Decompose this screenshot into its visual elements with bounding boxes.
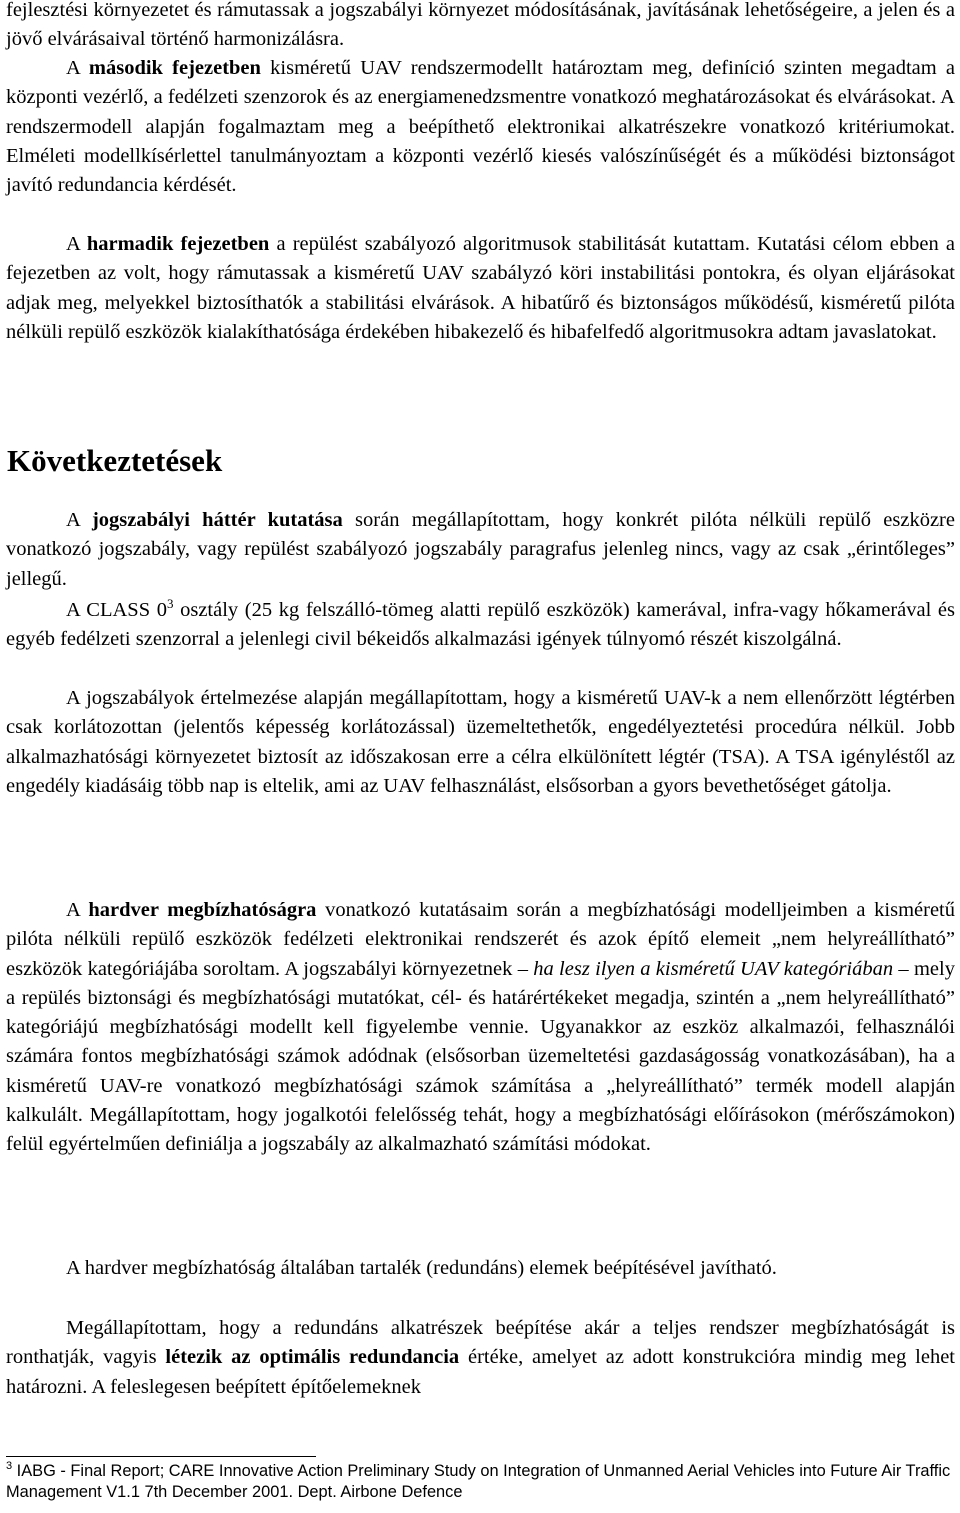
emphasis-legal-background: jogszabályi háttér kutatása	[91, 509, 343, 531]
paragraph-redundancy: A hardver megbízhatóság általában tartalék (redundáns) elemek beépítésével javítható.	[66, 1257, 777, 1279]
paragraph-intro-continuation: fejlesztési környezetet és rámutassak a jogszabályi környezet módosításának, javításának lehetőségeire, a jelen és a jövő elvárásaival történő harmonizálásra.	[6, 0, 955, 51]
paragraph-legal-background: A jogszabályi háttér kutatása során megállapítottam, hogy konkrét pilóta nélküli repülő eszközre vonatkozó jogszabály, vagy repülést szabályozó jogszabály paragrafus jelenleg nincs, vagy az csak „érintőleges” jellegű.	[6, 509, 955, 590]
emphasis-third-chapter: harmadik fejezetben	[86, 233, 270, 255]
paragraph-optimal-redundancy: Megállapítottam, hogy a redundáns alkatrészek beépítése akár a teljes rendszer megbízhatóságát is ronthatják, vagyis létezik az optimális redundancia értéke, amelyet az adott konstrukcióra mindig meg lehet határozni. A feleslegesen beépített építőelemeknek	[6, 1317, 955, 1398]
italic-uav-category: ha lesz ilyen a kisméretű UAV kategóriában	[533, 957, 894, 980]
paragraph-hardware-reliability: A hardver megbízhatóságra vonatkozó kutatásaim során a megbízhatósági modelljeimben a kisméretű pilóta nélküli repülő eszközök fedélzeti elektronikai rendszerét és azok építő elemeit „nem helyreállítható” eszközök kategóriájába soroltam. A jogszabályi környezetnek – ha lesz ilyen a kisméretű UAV kategóriában – mely a repülés biztonsági és megbízhatósági mutatókat, cél- és határértékeket megadja, szintén a „nem helyreállítható” kategóriájú megbízhatósági modellt kell figyelembe vennie. Ugyanakkor az eszköz alkalmazói, felhasználói számára fontos megbízhatósági számok adódnak (elsősorban üzemeltetési gazdaságosság vonatkozásában), ha a kisméretű UAV-re vonatkozó megbízhatósági számok számítása a „helyreállítható” termék modell alapján kalkulált. Megállapítottam, hogy jogalkotói felelősség tehát, hogy a megbízhatósági előírásokon (mérőszámokon) felül egyértelműen definiálja a jogszabály az alkalmazható számítási módokat.	[6, 899, 955, 1156]
footnote-number: 3	[6, 1460, 13, 1472]
footnote-separator	[6, 1456, 316, 1457]
paragraph-third-chapter: A harmadik fejezetben a repülést szabályozó algoritmusok stabilitását kutattam. Kutatási célom ebben a fejezetben az volt, hogy rámutassak a kisméretű UAV szabályzó köri instabilitási pontokra, és olyan eljárásokat adjak meg, melyekkel biztosíthatók a stabilitási elvárások. A hibatűrő és biztonságos működésű, kisméretű pilóta nélküli repülő eszközök kialakíthatósága érdekében hibakezelő és hibafelfedő algoritmusokra adtam javaslatokat.	[6, 233, 955, 343]
footnote-text: IABG - Final Report; CARE Innovative Action Preliminary Study on Integration of Unmanned Aerial Vehicles into Future Air Traffic Management V1.1 7th December 2001. Dept. Airbone Defence	[6, 1462, 951, 1501]
emphasis-optimal-redundancy: létezik az optimális redundancia	[165, 1346, 460, 1369]
paragraph-class-0: A CLASS $0^3$ osztály (25 kg felszálló-tömeg alatti repülő eszközök) kamerával, infra-vagy hőkamerával és egyéb fedélzeti szenzorral a jelenlegi civil békeidős alkalmazási igények túlnyomó részét kiszolgálná.	[6, 596, 955, 651]
footnote-reference: 3	[166, 596, 174, 611]
paragraph-legal-interpretation: A jogszabályok értelmezése alapján megállapítottam, hogy a kisméretű UAV-k a nem ellenőrzött légtérben csak korlátozottan (jelentős képesség korlátozással) üzemeltethetők, engedélyeztetési procedúra nélkül. Jobb alkalmazhatósági környezetet biztosít az időszakosan erre a célra elkülönített légtér (TSA). A TSA igényléstől az engedély kiadásáig több nap is eltelik, ami az UAV felhasználást, elsősorban a gyors bevethetőséget gátolja.	[6, 687, 955, 797]
footnote	[6, 1461, 955, 1503]
section-heading-conclusions: Következtetések	[7, 443, 223, 478]
paragraph-second-chapter: A második fejezetben kisméretű UAV rendszermodellt határoztam meg, definíció szinten megadtam a központi vezérlő, a fedélzeti szenzorok és az energiamenedzsmentre vonatkozó meghatározásokat és elvárásokat. A rendszermodell alapján fogalmaztam meg a beépíthető elektronikai alkatrészekre vonatkozó kritériumokat. Elméleti modellkísérlettel tanulmányoztam a központi vezérlő kiesés valószínűségét és a működési biztonságot javító redundancia kérdését.	[6, 57, 955, 197]
emphasis-second-chapter: második fejezetben	[88, 57, 261, 79]
emphasis-hardware-reliability: hardver megbízhatóságra	[88, 899, 317, 921]
